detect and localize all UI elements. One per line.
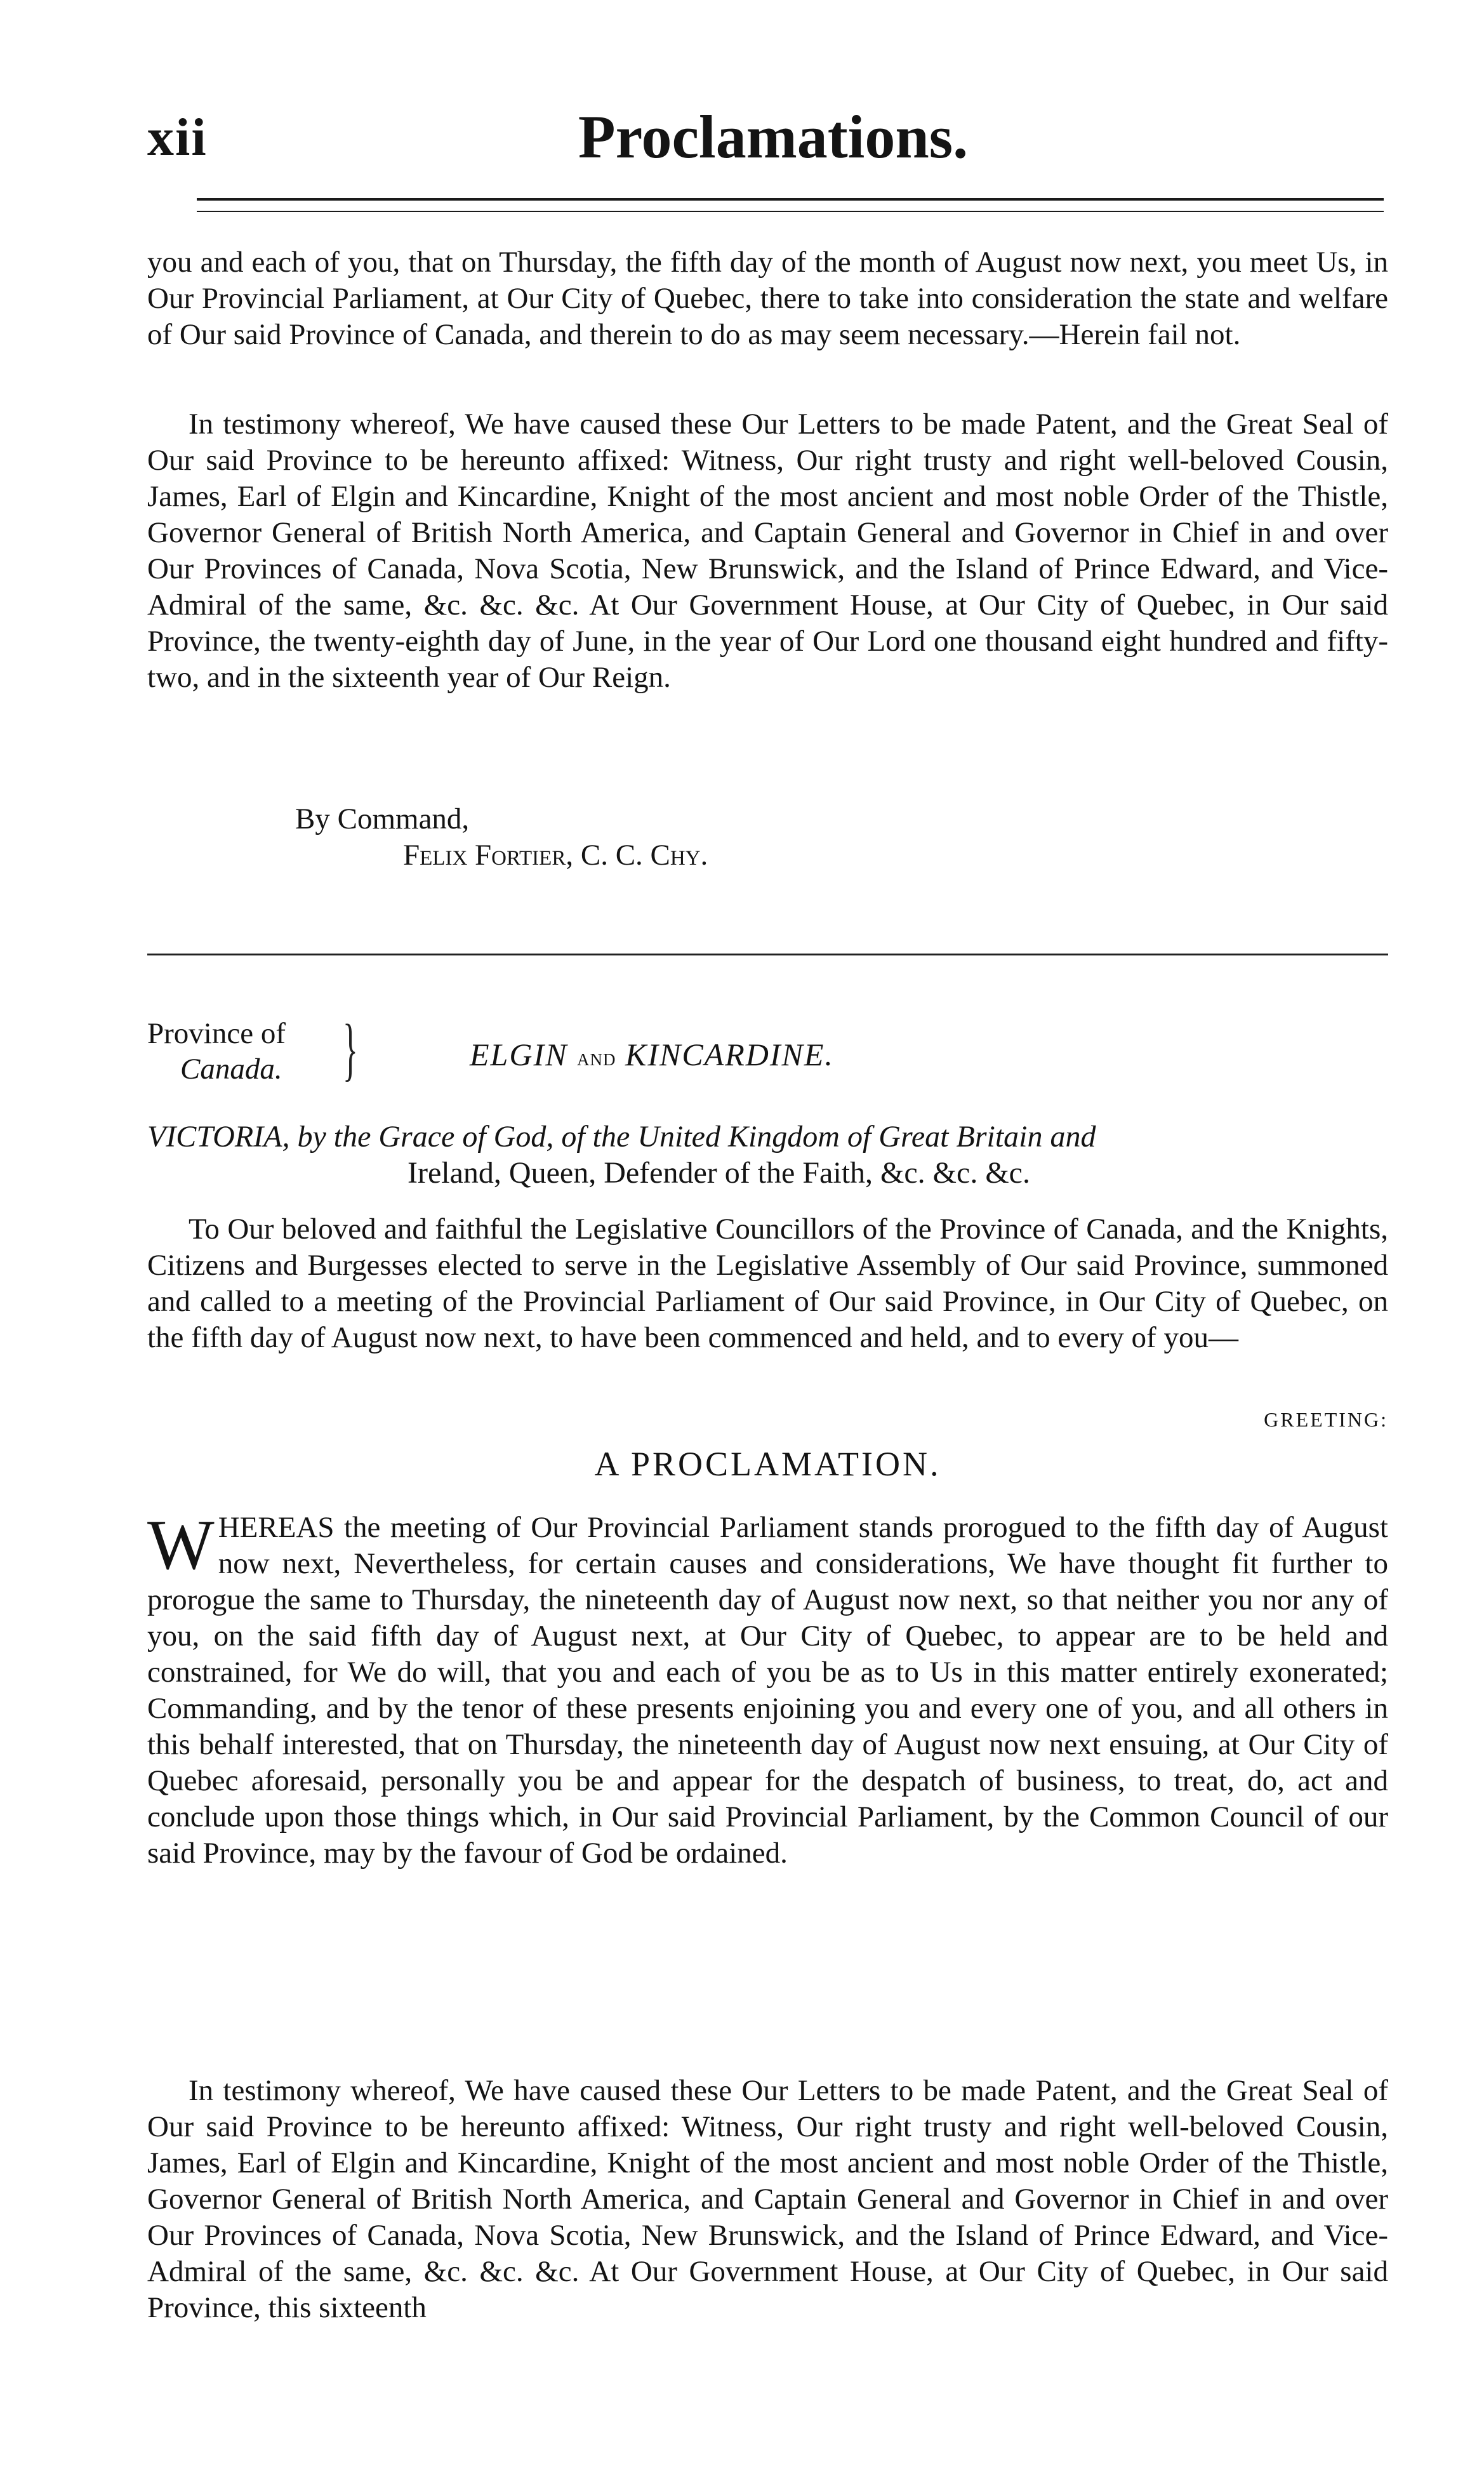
province-label — [147, 1016, 286, 1087]
testimony-paragraph: In testimony whereof, We have caused these Our Letters to be made Patent, and the Great Seal of Our said Province to be hereunto affixed: Witness, Our right trusty and right well-beloved Cousin, James, Earl of Elgin and Kincardine, Knight of the most ancient and most noble Order of the Thistle, Governor General of British North America, and Captain General and Governor in Chief in and over Our Provinces of Canada, Nova Scotia, New Brunswick, and the Island of Prince Edward, and Vice-Admiral of the same, &c. &c. &c. At Our Government House, at Our City of Quebec, in Our said Province, the twenty-eighth day of June, in the year of Our Lord one thousand eight hundred and fifty-two, and in the sixteenth year of Our Reign. — [147, 408, 1388, 694]
second-testimony-paragraph: In testimony whereof, We have caused these Our Letters to be made Patent, and the Great Seal of Our said Province to be hereunto affixed: Witness, Our right trusty and right well-beloved Cousin, James, Earl of Elgin and Kincardine, Knight of the most ancient and most noble Order of the Thistle, Governor General of British North America, and Captain General and Governor in Chief in and over Our Provinces of Canada, Nova Scotia, New Brunswick, and the Island of Prince Edward, and Vice-Admiral of the same, &c. &c. &c. At Our Government House, at Our City of Quebec, in Our said Province, this sixteenth — [147, 2074, 1388, 2324]
signatory: Felix Fortier, C. C. Chy. — [403, 839, 708, 872]
continuation-paragraph: you and each of you, that on Thursday, the fifth day of the month of August now next, you meet Us, in Our Provincial Parliament, at Our City of Quebec, there to take into consideration the state and welfare of Our said Province of Canada, and therein to do as may seem necessary.—Herein fail not. — [147, 246, 1388, 351]
royal-style — [147, 1119, 1388, 1191]
governor-kincardine: KINCARDINE. — [625, 1037, 834, 1072]
province-line-2: Canada. — [180, 1053, 282, 1086]
whereas-block — [147, 1506, 1388, 1872]
first-proclamation-testimony — [147, 406, 1388, 696]
header-double-rule — [197, 198, 1384, 212]
section-divider — [147, 954, 1388, 955]
address-block — [147, 1211, 1388, 1356]
address-paragraph: To Our beloved and faithful the Legislative Councillors of the Province of Canada, and the Knights, Citizens and Burgesses elected to serve in the Legislative Assembly of Our said Province, summoned and called to a meeting of the Provincial Parliament of Our said Province, in Our City of Quebec, on the fifth day of August now next, to have been commenced and held, and to every of you— — [147, 1213, 1388, 1354]
proclamation-heading: A PROCLAMATION. — [594, 1445, 941, 1483]
page-number: xii — [147, 108, 208, 167]
by-command: By Command, — [295, 802, 470, 835]
second-testimony-block — [147, 2073, 1388, 2326]
running-title: Proclamations. — [578, 103, 969, 171]
royal-style-line-1: VICTORIA, by the Grace of God, of the United Kingdom of Great Britain and — [147, 1120, 1096, 1154]
royal-style-line-2: Ireland, Queen, Defender of the Faith, &c. &c. &c. — [407, 1156, 1030, 1190]
whereas-paragraph — [147, 1506, 1388, 1872]
whereas-text: HEREAS the meeting of Our Provincial Parliament stands prorogued to the fifth day of August now next, Nevertheless, for certain causes and considerations, We have thought fit further to prorogue the same to Thursday, the nineteenth day of August now next, so that neither you nor any of you, on the said fifth day of August next, at Our City of Quebec, to appear are to be held and constrained, for We do will, that you and each of you be as to Us in this matter entirely exonerated; Commanding, and by the tenor of these presents enjoining you and every one of you, and all others in this behalf interested, that on Thursday, the nineteenth day of August now next ensuing, at Our City of Quebec aforesaid, personally you be and appear for the despatch of business, to treat, do, act and conclude upon those things which, in Our said Provincial Parliament, by the Common Council of our said Province, may by the favour of God be ordained. — [147, 1511, 1388, 1870]
brace-icon: } — [343, 1010, 358, 1087]
first-proclamation-continuation — [147, 244, 1388, 353]
province-line-1: Province of — [147, 1017, 286, 1050]
governor-elgin: ELGIN — [470, 1037, 568, 1072]
page-header — [147, 81, 1399, 170]
governor-and: and — [576, 1044, 616, 1071]
drop-cap: W — [147, 1506, 215, 1585]
greeting: GREETING: — [1264, 1408, 1388, 1431]
governor-title — [470, 1036, 834, 1073]
